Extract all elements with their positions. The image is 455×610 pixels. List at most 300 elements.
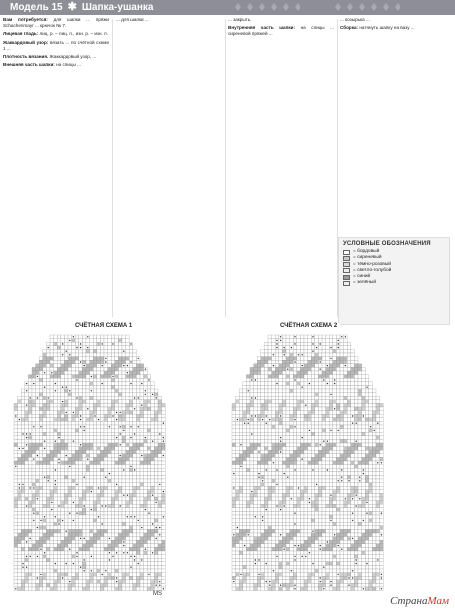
chart-cell xyxy=(246,400,250,404)
chart-cell xyxy=(315,490,319,494)
chart-cell xyxy=(362,367,366,371)
chart-cell xyxy=(93,403,97,407)
chart-cell xyxy=(86,555,90,559)
chart-cell xyxy=(43,587,47,591)
chart-cell xyxy=(151,396,155,400)
chart-cell xyxy=(61,432,65,436)
chart-cell xyxy=(82,400,86,404)
chart-cell xyxy=(297,400,301,404)
chart-cell xyxy=(268,447,272,451)
chart-cell xyxy=(75,533,79,537)
chart-cell xyxy=(257,457,261,461)
chart-cell xyxy=(250,501,254,505)
chart-cell xyxy=(93,421,97,425)
chart-cell xyxy=(129,346,133,350)
chart-cell xyxy=(369,418,373,422)
chart-cell xyxy=(290,472,294,476)
chart-cell xyxy=(140,537,144,541)
chart-cell xyxy=(72,454,76,458)
chart-cell xyxy=(311,403,315,407)
chart-cell xyxy=(239,490,243,494)
chart-dot xyxy=(352,415,353,416)
chart-cell xyxy=(21,421,25,425)
chart-cell xyxy=(275,457,279,461)
chart-cell xyxy=(14,501,18,505)
chart-cell xyxy=(90,400,94,404)
chart-cell xyxy=(162,540,166,544)
chart-cell xyxy=(32,421,36,425)
chart-cell xyxy=(14,497,18,501)
chart-cell xyxy=(347,371,351,375)
chart-cell xyxy=(111,364,115,368)
chart-cell xyxy=(344,432,348,436)
chart-cell xyxy=(257,414,261,418)
chart-cell xyxy=(268,360,272,364)
chart-cell xyxy=(344,483,348,487)
chart-dot xyxy=(262,480,263,481)
chart-cell xyxy=(46,382,50,386)
chart-cell xyxy=(282,429,286,433)
chart-cell xyxy=(304,425,308,429)
chart-dot xyxy=(37,455,38,456)
chart-cell xyxy=(43,540,47,544)
chart-cell xyxy=(140,576,144,580)
chart-cell xyxy=(86,515,90,519)
chart-cell xyxy=(311,364,315,368)
chart-cell xyxy=(50,457,54,461)
chart-cell xyxy=(376,432,380,436)
chart-cell xyxy=(50,360,54,364)
chart-cell xyxy=(308,346,312,350)
chart-cell xyxy=(279,357,283,361)
chart-cell xyxy=(97,382,101,386)
chart-cell xyxy=(326,443,330,447)
chart-cell xyxy=(43,537,47,541)
chart-cell xyxy=(82,515,86,519)
chart-cell xyxy=(61,486,65,490)
chart-cell xyxy=(93,569,97,573)
chart-cell xyxy=(97,375,101,379)
chart-cell xyxy=(144,490,148,494)
chart-cell xyxy=(75,439,79,443)
chart-cell xyxy=(64,493,68,497)
chart-cell xyxy=(151,573,155,577)
chart-cell xyxy=(82,493,86,497)
chart-cell xyxy=(261,504,265,508)
chart-dot xyxy=(91,509,92,510)
chart-cell xyxy=(111,335,115,339)
chart-cell xyxy=(118,519,122,523)
chart-cell xyxy=(358,378,362,382)
chart-cell xyxy=(254,439,258,443)
chart-cell xyxy=(279,382,283,386)
chart-cell xyxy=(25,558,29,562)
chart-cell xyxy=(115,562,119,566)
chart-cell xyxy=(300,418,304,422)
chart-dot xyxy=(22,563,23,564)
chart-cell xyxy=(93,335,97,339)
chart-dot xyxy=(341,480,342,481)
chart-cell xyxy=(344,385,348,389)
chart-cell xyxy=(365,465,369,469)
chart-cell xyxy=(50,580,54,584)
chart-cell xyxy=(115,382,119,386)
chart-cell xyxy=(154,389,158,393)
chart-cell xyxy=(54,403,58,407)
chart-cell xyxy=(133,439,137,443)
chart-cell xyxy=(57,357,61,361)
chart-cell xyxy=(14,580,18,584)
chart-cell xyxy=(122,357,126,361)
chart-cell xyxy=(54,360,58,364)
chart-dot xyxy=(269,419,270,420)
chart-cell xyxy=(272,450,276,454)
chart-cell xyxy=(340,393,344,397)
paragraph-text: натянуть шапку на вазу ... xyxy=(359,25,415,31)
chart-cell xyxy=(275,497,279,501)
chart-cell xyxy=(347,357,351,361)
chart-cell xyxy=(380,465,384,469)
chart-cell xyxy=(351,479,355,483)
chart-dot xyxy=(15,415,16,416)
chart-cell xyxy=(64,439,68,443)
chart-cell xyxy=(108,439,112,443)
chart-cell xyxy=(362,454,366,458)
chart-dot xyxy=(276,347,277,348)
chart-cell xyxy=(380,425,384,429)
chart-cell xyxy=(362,497,366,501)
chart-dot xyxy=(62,343,63,344)
chart-cell xyxy=(347,465,351,469)
chart-dot xyxy=(284,473,285,474)
chart-cell xyxy=(140,519,144,523)
chart-cell xyxy=(282,411,286,415)
chart-cell xyxy=(340,490,344,494)
chart-cell xyxy=(308,468,312,472)
chart-cell xyxy=(43,461,47,465)
chart-cell xyxy=(122,501,126,505)
chart-cell xyxy=(286,483,290,487)
chart-cell xyxy=(268,486,272,490)
chart-cell xyxy=(250,439,254,443)
chart-cell xyxy=(308,364,312,368)
chart-cell xyxy=(282,407,286,411)
chart-cell xyxy=(100,526,104,530)
chart-cell xyxy=(93,547,97,551)
chart-cell xyxy=(126,465,130,469)
chart-cell xyxy=(115,385,119,389)
chart-cell xyxy=(318,421,322,425)
chart-cell xyxy=(250,479,254,483)
chart-cell xyxy=(140,443,144,447)
chart-cell xyxy=(318,371,322,375)
legend-label: = синий xyxy=(353,274,371,280)
chart-dot xyxy=(51,509,52,510)
chart-cell xyxy=(358,421,362,425)
chart-cell xyxy=(79,339,83,343)
chart-cell xyxy=(75,389,79,393)
chart-cell xyxy=(43,375,47,379)
chart-cell xyxy=(151,569,155,573)
chart-cell xyxy=(64,357,68,361)
chart-cell xyxy=(115,565,119,569)
chart-cell xyxy=(243,447,247,451)
chart-cell xyxy=(326,346,330,350)
chart-cell xyxy=(118,497,122,501)
chart-cell xyxy=(61,439,65,443)
chart-cell xyxy=(54,544,58,548)
chart-cell xyxy=(72,526,76,530)
chart-cell xyxy=(333,349,337,353)
chart-cell xyxy=(264,457,268,461)
chart-cell xyxy=(111,349,115,353)
chart-cell xyxy=(162,504,166,508)
chart-cell xyxy=(75,360,79,364)
chart-cell xyxy=(129,529,133,533)
chart-cell xyxy=(261,493,265,497)
chart-cell xyxy=(111,439,115,443)
chart-cell xyxy=(340,411,344,415)
chart-cell xyxy=(358,364,362,368)
chart-dot xyxy=(327,383,328,384)
chart-cell xyxy=(133,454,137,458)
chart-cell xyxy=(36,429,40,433)
chart-cell xyxy=(118,529,122,533)
chart-cell xyxy=(86,414,90,418)
chart-cell xyxy=(232,436,236,440)
chart-cell xyxy=(118,421,122,425)
chart-cell xyxy=(279,429,283,433)
chart-cell xyxy=(282,389,286,393)
chart-cell xyxy=(358,396,362,400)
chart-cell xyxy=(93,385,97,389)
chart-cell xyxy=(344,396,348,400)
chart-cell xyxy=(28,475,32,479)
chart-cell xyxy=(162,443,166,447)
chart-cell xyxy=(54,497,58,501)
chart-cell xyxy=(43,522,47,526)
chart-cell xyxy=(326,461,330,465)
chart-cell xyxy=(25,587,29,591)
chart-cell xyxy=(90,396,94,400)
chart-cell xyxy=(322,486,326,490)
chart-cell xyxy=(326,403,330,407)
chart-cell xyxy=(151,558,155,562)
chart-cell xyxy=(111,396,115,400)
chart-cell xyxy=(46,421,50,425)
chart-cell xyxy=(264,393,268,397)
chart-cell xyxy=(36,558,40,562)
chart-cell xyxy=(46,411,50,415)
chart-cell xyxy=(286,385,290,389)
chart-cell xyxy=(158,425,162,429)
chart-cell xyxy=(111,425,115,429)
chart-cell xyxy=(93,429,97,433)
chart-cell xyxy=(100,346,104,350)
chart-cell xyxy=(308,432,312,436)
chart-cell xyxy=(28,375,32,379)
chart-cell xyxy=(64,339,68,343)
chart-cell xyxy=(272,349,276,353)
chart-cell xyxy=(376,411,380,415)
chart-cell xyxy=(268,450,272,454)
chart-cell xyxy=(108,565,112,569)
chart-cell xyxy=(250,400,254,404)
chart-dot xyxy=(62,354,63,355)
chart-cell xyxy=(86,569,90,573)
chart-cell xyxy=(111,378,115,382)
chart-dot xyxy=(19,419,20,420)
chart-cell xyxy=(315,468,319,472)
chart-cell xyxy=(358,385,362,389)
chart-cell xyxy=(358,375,362,379)
chart-cell xyxy=(75,515,79,519)
chart-cell xyxy=(136,555,140,559)
chart-cell xyxy=(57,382,61,386)
chart-dot xyxy=(30,487,31,488)
chart-cell xyxy=(18,573,22,577)
chart-cell xyxy=(50,364,54,368)
chart-cell xyxy=(297,436,301,440)
chart-cell xyxy=(347,385,351,389)
chart-cell xyxy=(75,544,79,548)
chart-cell xyxy=(57,576,61,580)
chart-cell xyxy=(329,468,333,472)
chart-cell xyxy=(79,493,83,497)
chart-cell xyxy=(104,349,108,353)
chart-cell xyxy=(286,436,290,440)
chart-dot xyxy=(130,383,131,384)
chart-cell xyxy=(239,497,243,501)
chart-cell xyxy=(293,396,297,400)
chart-cell xyxy=(122,342,126,346)
chart-cell xyxy=(61,357,65,361)
chart-cell xyxy=(315,421,319,425)
chart-cell xyxy=(68,529,72,533)
chart-cell xyxy=(154,421,158,425)
chart-cell xyxy=(239,414,243,418)
chart-cell xyxy=(286,457,290,461)
chart-cell xyxy=(264,403,268,407)
chart-dot xyxy=(26,390,27,391)
chart-cell xyxy=(293,389,297,393)
chart-cell xyxy=(64,501,68,505)
chart-cell xyxy=(118,565,122,569)
chart-cell xyxy=(57,497,61,501)
chart-cell xyxy=(90,360,94,364)
chart-cell xyxy=(365,375,369,379)
chart-cell xyxy=(104,565,108,569)
chart-cell xyxy=(72,349,76,353)
chart-cell xyxy=(72,529,76,533)
chart-cell xyxy=(304,411,308,415)
chart-cell xyxy=(144,472,148,476)
chart-cell xyxy=(275,454,279,458)
chart-dot xyxy=(251,491,252,492)
chart-cell xyxy=(46,508,50,512)
chart-cell xyxy=(369,465,373,469)
chart-cell xyxy=(261,461,265,465)
chart-cell xyxy=(354,450,358,454)
chart-cell xyxy=(151,421,155,425)
chart-cell xyxy=(154,529,158,533)
chart-cell xyxy=(93,475,97,479)
chart-cell xyxy=(290,454,294,458)
chart-cell xyxy=(118,558,122,562)
chart-cell xyxy=(272,393,276,397)
chart-cell xyxy=(275,414,279,418)
chart-cell xyxy=(347,493,351,497)
chart-cell xyxy=(140,555,144,559)
chart-cell xyxy=(365,483,369,487)
chart-cell xyxy=(57,360,61,364)
chart-cell xyxy=(297,490,301,494)
chart-cell xyxy=(329,375,333,379)
chart-cell xyxy=(147,490,151,494)
chart-cell xyxy=(340,486,344,490)
chart-cell xyxy=(311,375,315,379)
chart-cell xyxy=(293,439,297,443)
chart-cell xyxy=(14,576,18,580)
chart-cell xyxy=(254,375,258,379)
chart-cell xyxy=(25,562,29,566)
paragraph-text: для шапки ... пряжи Schachenmayr ... крючок № 7. xyxy=(3,17,109,29)
chart-dot xyxy=(105,361,106,362)
chart-cell xyxy=(50,511,54,515)
chart-cell xyxy=(250,436,254,440)
chart-cell xyxy=(115,457,119,461)
chart-cell xyxy=(254,418,258,422)
chart-cell xyxy=(57,432,61,436)
chart-cell xyxy=(336,371,340,375)
chart-cell xyxy=(43,580,47,584)
chart-cell xyxy=(122,583,126,587)
chart-cell xyxy=(64,364,68,368)
chart-cell xyxy=(136,533,140,537)
chart-cell xyxy=(326,457,330,461)
chart-cell xyxy=(43,486,47,490)
chart-cell xyxy=(72,385,76,389)
chart-cell xyxy=(133,533,137,537)
chart-cell xyxy=(162,432,166,436)
chart-cell xyxy=(300,493,304,497)
chart-cell xyxy=(43,468,47,472)
chart-cell xyxy=(126,576,130,580)
chart-cell xyxy=(290,483,294,487)
chart-cell xyxy=(111,583,115,587)
chart-cell xyxy=(111,385,115,389)
chart-cell xyxy=(79,389,83,393)
chart-cell xyxy=(333,353,337,357)
chart-cell xyxy=(290,396,294,400)
chart-dot xyxy=(116,484,117,485)
chart-cell xyxy=(82,418,86,422)
chart-cell xyxy=(39,439,43,443)
chart-cell xyxy=(336,378,340,382)
chart-cell xyxy=(82,385,86,389)
chart-cell xyxy=(64,360,68,364)
chart-cell xyxy=(133,537,137,541)
chart-cell xyxy=(243,429,247,433)
chart-cell xyxy=(61,443,65,447)
chart-cell xyxy=(275,396,279,400)
chart-dot xyxy=(134,433,135,434)
chart-cell xyxy=(315,486,319,490)
chart-cell xyxy=(50,396,54,400)
chart-cell xyxy=(118,360,122,364)
chart-cell xyxy=(315,385,319,389)
chart-cell xyxy=(376,468,380,472)
